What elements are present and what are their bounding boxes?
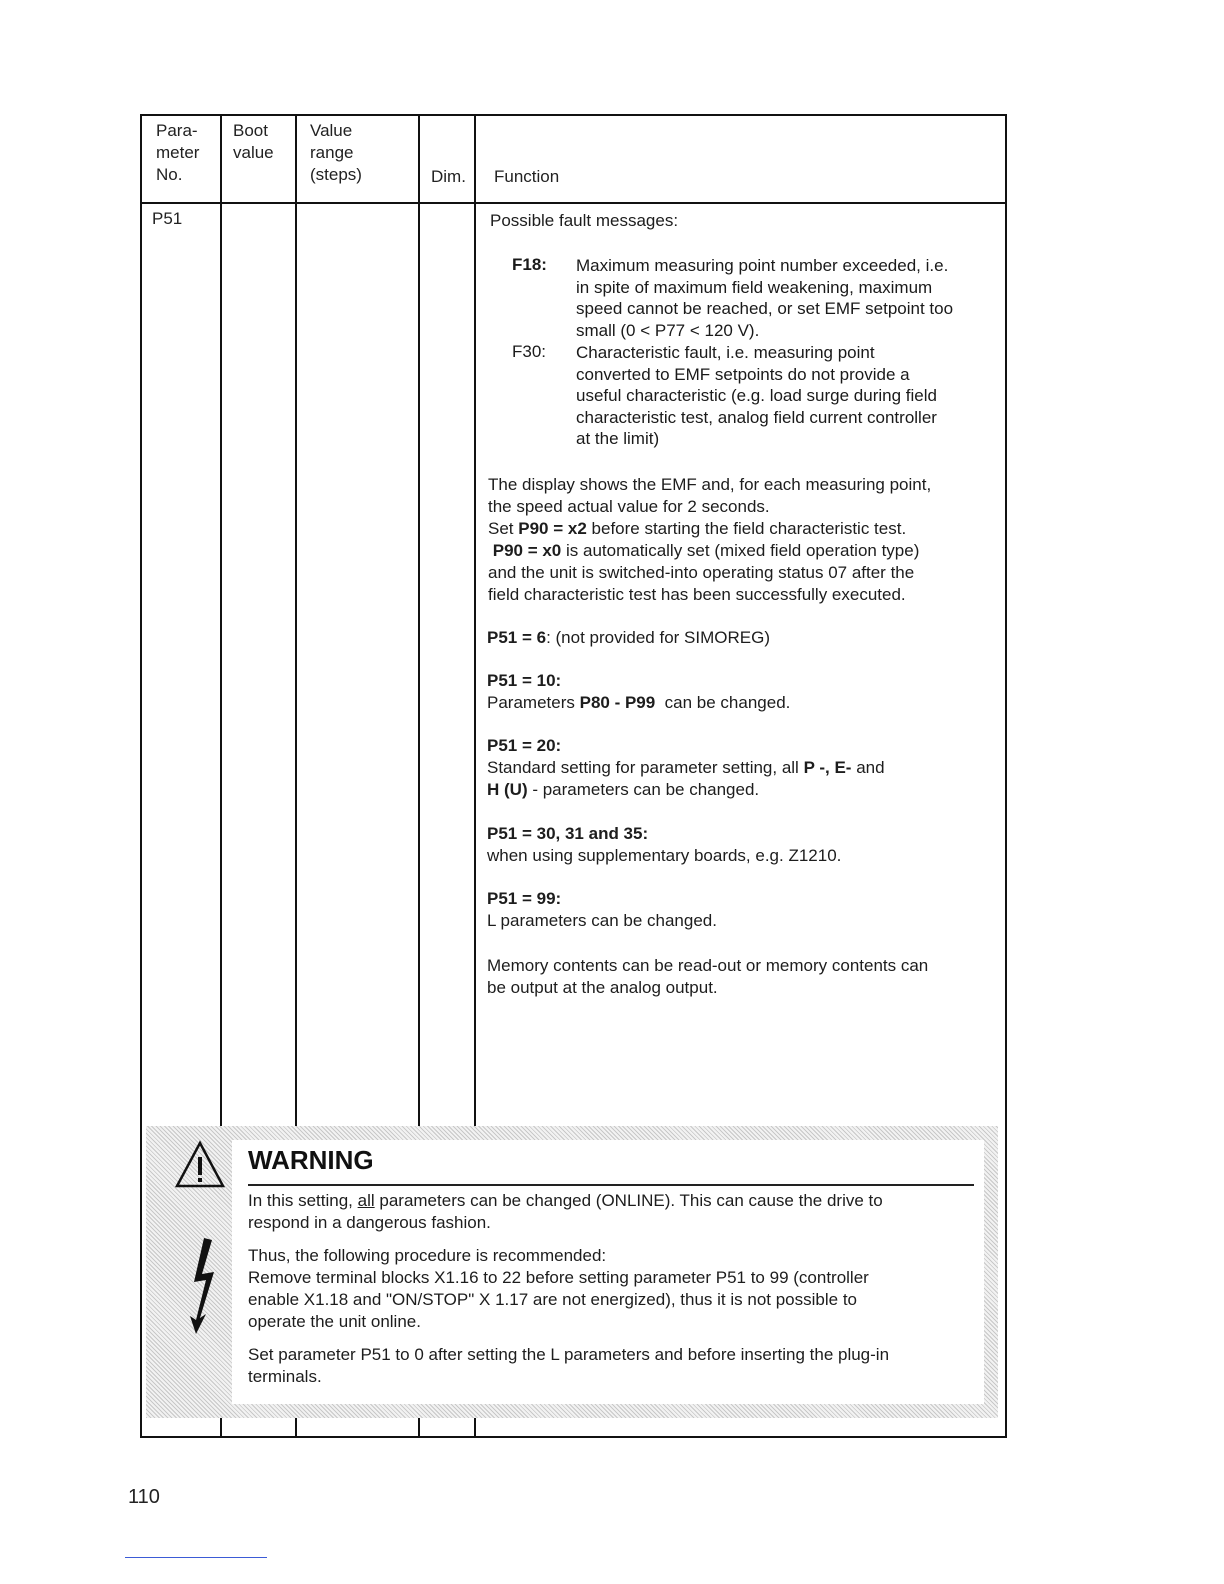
warning-paragraph-1: In this setting, all parameters can be changed (ONLINE). This can cause the drive to respond in a dangerous fashion. — [248, 1191, 883, 1232]
header-value-range: Value range (steps) — [310, 121, 362, 184]
p90-auto-line: P90 = x0 is automatically set (mixed field operation type) — [492, 541, 920, 560]
high-voltage-icon — [186, 1238, 220, 1334]
memory-description: Memory contents can be read-out or memory contents can be output at the analog output. — [487, 956, 929, 997]
fault-code-f30: F30: — [512, 342, 547, 361]
page-number: 110 — [128, 1486, 160, 1508]
header-dim: Dim. — [431, 167, 466, 186]
p51-99-block: P51 = 99: L parameters can be changed. — [487, 889, 717, 930]
header-divider — [140, 202, 1007, 204]
header-param-no: Para- meter No. — [156, 121, 200, 184]
fault-code-f18: F18: — [512, 255, 547, 274]
set-p90-line: Set P90 = x2 before starting the field characteristic test. — [488, 519, 907, 538]
warning-paragraph-2: Thus, the following procedure is recommended: Remove terminal blocks X1.16 to 22 before setting parameter P51 to 99 (controller enable X1.18 and "ON/STOP" X 1.17 are not energized), thus it is not possible to operate the unit online. — [248, 1246, 869, 1331]
p51-20-block: P51 = 20: Standard setting for parameter setting, all P -, E- and H (U) - parameters can be changed. — [487, 736, 885, 799]
header-boot-value: Boot value — [233, 121, 274, 162]
footer-rule — [125, 1557, 267, 1558]
warning-title: WARNING — [248, 1145, 374, 1175]
fault-intro: Possible fault messages: — [490, 211, 679, 230]
warning-paragraph-3: Set parameter P51 to 0 after setting the L parameters and before inserting the plug-in terminals. — [248, 1345, 890, 1386]
param-number: P51 — [152, 209, 183, 228]
warning-rule — [248, 1184, 974, 1186]
p51-6-line: P51 = 6: (not provided for SIMOREG) — [487, 628, 770, 647]
fault-text-f30: Characteristic fault, i.e. measuring point converted to EMF setpoints do not provide a useful characteristic (e.g. load surge during field characteristic test, analog field current controller at the limit) — [576, 343, 937, 448]
header-function: Function — [494, 167, 560, 186]
p51-10-block: P51 = 10: Parameters P80 - P99 can be changed. — [487, 671, 791, 712]
warning-triangle-icon — [174, 1140, 226, 1190]
display-description: The display shows the EMF and, for each measuring point, the speed actual value for 2 seconds. Set P90 = x2 before starting the field characteristic test. P90 = x0 is automatically set (mixed field operation type) and the unit is switched-into operating status 07 after the field characteristic test has been successfully executed. — [488, 474, 988, 606]
fault-text-f18: Maximum measuring point number exceeded, i.e. in spite of maximum field weakening, maximum speed cannot be reached, or set EMF setpoint too small (0 < P77 < 120 V). — [576, 256, 954, 340]
p51-30-block: P51 = 30, 31 and 35: when using supplementary boards, e.g. Z1210. — [487, 824, 842, 865]
